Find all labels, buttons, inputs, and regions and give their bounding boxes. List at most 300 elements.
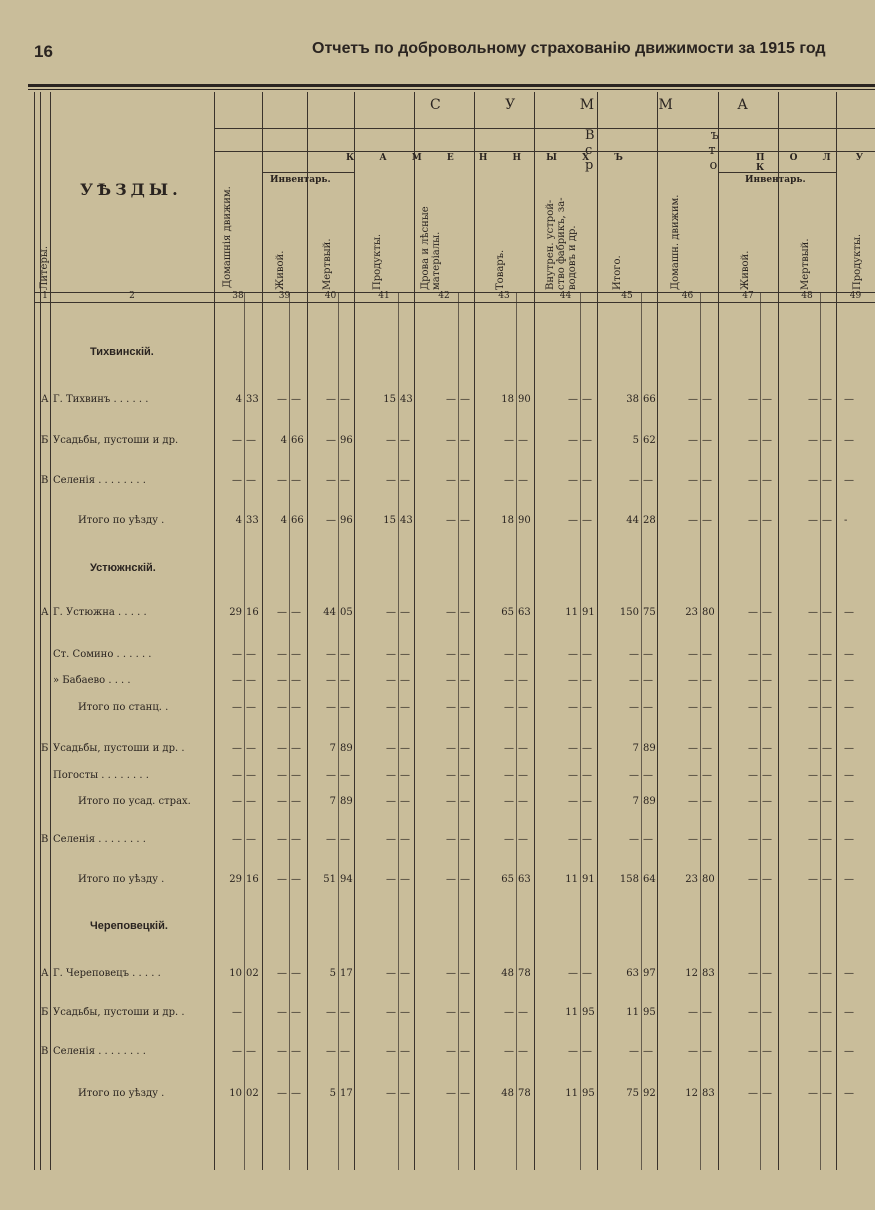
- row-litera: Б: [41, 1007, 49, 1018]
- cell-kopecks: 80: [702, 607, 715, 618]
- cell-kopecks: —: [340, 675, 350, 686]
- cell-rubles: 29: [229, 607, 242, 618]
- cell-kopecks: —: [762, 796, 772, 807]
- kopeck-rule: [820, 292, 821, 1170]
- cell-rubles: —: [568, 675, 578, 686]
- cell-kopecks: —: [400, 435, 410, 446]
- cell-kopecks: —: [822, 1007, 832, 1018]
- cell-kopecks: —: [582, 834, 592, 845]
- cell-rubles: —: [748, 515, 758, 526]
- group-heading-polu: П О Л У К: [756, 153, 875, 173]
- cell-kopecks: —: [643, 475, 653, 486]
- inventar-heading-2: Инвентарь.: [745, 175, 806, 185]
- cell-kopecks: —: [291, 874, 301, 885]
- cell-kopecks: 83: [702, 1088, 715, 1099]
- cell-kopecks: —: [762, 435, 772, 446]
- cell-kopecks: —: [460, 1088, 470, 1099]
- cell-kopecks: —: [400, 968, 410, 979]
- cell-kopecks: —: [460, 394, 470, 405]
- cell-kopecks: —: [822, 1046, 832, 1057]
- cell-kopecks: —: [702, 796, 712, 807]
- column-header-c49: Продукты.: [852, 233, 863, 290]
- cell-rubles: —: [277, 796, 287, 807]
- kopeck-rule: [289, 292, 290, 1170]
- cell-kopecks: 43: [400, 394, 413, 405]
- cell-kopecks: —: [702, 1046, 712, 1057]
- row-litera: А: [41, 394, 49, 405]
- cell-kopecks: —: [291, 1088, 301, 1099]
- cell-rubles: —: [326, 394, 336, 405]
- page-title: Отчетъ по добровольному страхованію движимости за 1915 год: [312, 40, 826, 57]
- cell-rubles: —: [277, 1088, 287, 1099]
- cell-kopecks: —: [762, 475, 772, 486]
- cell-kopecks: —: [762, 770, 772, 781]
- cell-kopecks: —: [762, 1007, 772, 1018]
- group-heading-summa: С У М М А: [430, 97, 748, 113]
- cell-kopecks: —: [460, 607, 470, 618]
- cell-rubles: —: [232, 702, 242, 713]
- cell-rubles: —: [277, 649, 287, 660]
- cell-rubles: —: [748, 475, 758, 486]
- row-label: Итого по усад. страх.: [78, 796, 191, 807]
- cell-kopecks: —: [702, 475, 712, 486]
- column-number: 44: [559, 291, 572, 301]
- cell-rubles: —: [277, 743, 287, 754]
- row-label: Итого по уѣзду .: [78, 1088, 165, 1099]
- kopeck-rule: [338, 292, 339, 1170]
- cell-kopecks: —: [762, 649, 772, 660]
- cell-rubles: 7: [329, 796, 336, 807]
- cell-rubles: 4: [280, 515, 287, 526]
- column-number: 47: [742, 291, 754, 301]
- column-rule: [836, 92, 837, 1170]
- cell-kopecks: —: [246, 796, 256, 807]
- cell-value: —: [844, 702, 854, 713]
- cell-rubles: —: [504, 435, 514, 446]
- cell-rubles: —: [386, 607, 396, 618]
- cell-rubles: —: [326, 702, 336, 713]
- cell-kopecks: —: [400, 607, 410, 618]
- cell-rubles: —: [232, 475, 242, 486]
- cell-kopecks: —: [582, 796, 592, 807]
- cell-kopecks: —: [643, 702, 653, 713]
- cell-rubles: —: [277, 394, 287, 405]
- cell-rubles: —: [446, 1007, 456, 1018]
- cell-rubles: —: [808, 435, 818, 446]
- row-litera: Б: [41, 435, 49, 446]
- cell-kopecks: 80: [702, 874, 715, 885]
- cell-kopecks: —: [291, 702, 301, 713]
- cell-rubles: —: [232, 675, 242, 686]
- cell-rubles: —: [386, 649, 396, 660]
- cell-kopecks: 17: [340, 968, 353, 979]
- cell-kopecks: —: [762, 1046, 772, 1057]
- cell-kopecks: —: [518, 796, 528, 807]
- cell-rubles: —: [808, 607, 818, 618]
- cell-rubles: —: [326, 515, 336, 526]
- cell-rubles: —: [748, 675, 758, 686]
- cell-rubles: —: [568, 968, 578, 979]
- cell-kopecks: —: [643, 675, 653, 686]
- cell-kopecks: 89: [340, 743, 353, 754]
- cell-kopecks: —: [460, 834, 470, 845]
- cell-value: —: [844, 649, 854, 660]
- cell-rubles: —: [504, 475, 514, 486]
- cell-rubles: 75: [626, 1088, 639, 1099]
- cell-kopecks: —: [246, 475, 256, 486]
- cell-rubles: —: [748, 1088, 758, 1099]
- cell-rubles: —: [446, 394, 456, 405]
- cell-kopecks: —: [822, 435, 832, 446]
- cell-rubles: —: [386, 834, 396, 845]
- column-number: 46: [681, 291, 694, 301]
- cell-rubles: —: [232, 1046, 242, 1057]
- row-label: Усадьбы, пустоши и др. .: [53, 743, 185, 754]
- cell-kopecks: —: [518, 649, 528, 660]
- row-litera: А: [41, 968, 49, 979]
- cell-kopecks: —: [460, 675, 470, 686]
- cell-rubles: 7: [329, 743, 336, 754]
- cell-kopecks: —: [518, 675, 528, 686]
- cell-kopecks: —: [460, 743, 470, 754]
- inventar-heading: Инвентарь.: [270, 175, 331, 185]
- cell-rubles: —: [748, 1046, 758, 1057]
- column-header-c48: Мертвый.: [800, 238, 811, 290]
- cell-rubles: —: [629, 702, 639, 713]
- cell-rubles: —: [808, 874, 818, 885]
- row-litera: В: [41, 475, 49, 486]
- cell-rubles: —: [277, 475, 287, 486]
- cell-rubles: —: [629, 649, 639, 660]
- cell-rubles: —: [568, 1046, 578, 1057]
- cell-kopecks: —: [643, 649, 653, 660]
- cell-rubles: —: [504, 834, 514, 845]
- row-litera: А: [41, 607, 49, 618]
- cell-kopecks: —: [340, 475, 350, 486]
- cell-rubles: —: [748, 834, 758, 845]
- section-heading: Тихвинскій.: [90, 346, 154, 358]
- cell-kopecks: —: [822, 649, 832, 660]
- cell-rubles: 18: [501, 515, 514, 526]
- cell-rubles: —: [326, 649, 336, 660]
- cell-rubles: —: [568, 743, 578, 754]
- cell-rubles: —: [232, 649, 242, 660]
- cell-value: —: [844, 435, 854, 446]
- cell-rubles: 7: [632, 796, 639, 807]
- cell-rubles: —: [808, 702, 818, 713]
- column-number: 41: [378, 291, 390, 301]
- cell-kopecks: 63: [518, 607, 531, 618]
- cell-rubles: —: [808, 834, 818, 845]
- cell-rubles: —: [232, 796, 242, 807]
- cell-rubles: —: [568, 702, 578, 713]
- cell-rubles: 11: [565, 607, 578, 618]
- cell-kopecks: —: [291, 968, 301, 979]
- cell-kopecks: —: [822, 796, 832, 807]
- cell-kopecks: 33: [246, 515, 259, 526]
- cell-kopecks: 91: [582, 607, 595, 618]
- cell-kopecks: —: [400, 834, 410, 845]
- cell-kopecks: 95: [643, 1007, 656, 1018]
- cell-kopecks: —: [340, 770, 350, 781]
- cell-rubles: 150: [619, 607, 639, 618]
- cell-kopecks: —: [582, 702, 592, 713]
- cell-rubles: 5: [329, 1088, 336, 1099]
- cell-kopecks: —: [702, 834, 712, 845]
- cell-rubles: —: [568, 834, 578, 845]
- cell-rubles: —: [446, 435, 456, 446]
- cell-rubles: 65: [501, 874, 514, 885]
- cell-rubles: —: [568, 649, 578, 660]
- cell-rubles: —: [504, 743, 514, 754]
- cell-kopecks: 64: [643, 874, 656, 885]
- cell-kopecks: 62: [643, 435, 656, 446]
- cell-rubles: 10: [229, 968, 242, 979]
- cell-value: -: [844, 515, 848, 526]
- cell-kopecks: —: [460, 796, 470, 807]
- cell-kopecks: —: [400, 649, 410, 660]
- cell-rubles: —: [277, 874, 287, 885]
- cell-rubles: —: [688, 394, 698, 405]
- kopeck-rule: [641, 292, 642, 1170]
- cell-rubles: —: [446, 515, 456, 526]
- cell-kopecks: 43: [400, 515, 413, 526]
- cell-rubles: —: [808, 1007, 818, 1018]
- cell-rubles: —: [386, 770, 396, 781]
- cell-rubles: 48: [501, 1088, 514, 1099]
- cell-kopecks: 63: [518, 874, 531, 885]
- cell-rubles: —: [504, 796, 514, 807]
- kopeck-rule: [458, 292, 459, 1170]
- cell-kopecks: 16: [246, 874, 259, 885]
- kopeck-rule: [516, 292, 517, 1170]
- cell-kopecks: 95: [582, 1007, 595, 1018]
- cell-kopecks: —: [822, 675, 832, 686]
- cell-kopecks: 78: [518, 1088, 531, 1099]
- cell-rubles: —: [808, 770, 818, 781]
- row-label: Итого по уѣзду .: [78, 874, 165, 885]
- cell-rubles: —: [277, 834, 287, 845]
- cell-kopecks: —: [400, 796, 410, 807]
- cell-rubles: 10: [229, 1088, 242, 1099]
- cell-kopecks: 89: [643, 743, 656, 754]
- cell-kopecks: —: [582, 435, 592, 446]
- cell-kopecks: 02: [246, 1088, 259, 1099]
- cell-kopecks: 17: [340, 1088, 353, 1099]
- cell-rubles: 44: [626, 515, 639, 526]
- cell-value: —: [844, 1088, 854, 1099]
- cell-kopecks: —: [822, 394, 832, 405]
- column-number: 45: [621, 291, 633, 301]
- cell-kopecks: —: [400, 770, 410, 781]
- cell-kopecks: —: [400, 1007, 410, 1018]
- cell-kopecks: —: [702, 702, 712, 713]
- cell-kopecks: —: [246, 702, 256, 713]
- header-rule: [34, 302, 875, 303]
- cell-kopecks: —: [340, 1007, 350, 1018]
- cell-kopecks: —: [291, 394, 301, 405]
- cell-rubles: 15: [383, 515, 396, 526]
- cell-kopecks: —: [582, 394, 592, 405]
- cell-value: —: [844, 607, 854, 618]
- cell-kopecks: 33: [246, 394, 259, 405]
- kopeck-rule: [760, 292, 761, 1170]
- cell-kopecks: 89: [643, 796, 656, 807]
- row-label: Г. Череповецъ . . . . .: [53, 968, 161, 979]
- cell-kopecks: 89: [340, 796, 353, 807]
- cell-kopecks: —: [291, 475, 301, 486]
- cell-rubles: 12: [685, 1088, 698, 1099]
- row-label: Селенія . . . . . . . .: [53, 1046, 146, 1057]
- cell-kopecks: —: [400, 874, 410, 885]
- cell-rubles: 51: [323, 874, 336, 885]
- cell-rubles: —: [446, 743, 456, 754]
- cell-kopecks: —: [762, 968, 772, 979]
- cell-rubles: —: [446, 834, 456, 845]
- section-heading: Устюжнскій.: [90, 562, 156, 574]
- cell-value: —: [844, 796, 854, 807]
- column-number: 49: [849, 291, 862, 301]
- cell-kopecks: 94: [340, 874, 353, 885]
- cell-rubles: —: [326, 1007, 336, 1018]
- cell-kopecks: 95: [582, 1088, 595, 1099]
- cell-rubles: —: [232, 834, 242, 845]
- cell-kopecks: —: [702, 743, 712, 754]
- cell-rubles: —: [386, 1007, 396, 1018]
- column-header-c42: Дрова и лѣсные матеріалы.: [420, 206, 442, 290]
- column-header-c39: Живой.: [275, 250, 286, 290]
- cell-rubles: —: [688, 475, 698, 486]
- cell-rubles: —: [808, 796, 818, 807]
- cell-kopecks: —: [582, 649, 592, 660]
- cell-kopecks: —: [822, 834, 832, 845]
- cell-rubles: —: [688, 702, 698, 713]
- cell-rubles: —: [748, 649, 758, 660]
- cell-kopecks: —: [582, 675, 592, 686]
- cell-kopecks: —: [518, 702, 528, 713]
- cell-rubles: —: [748, 702, 758, 713]
- column-number: 38: [232, 291, 244, 301]
- cell-rubles: 11: [565, 1088, 578, 1099]
- row-label: Селенія . . . . . . . .: [53, 475, 146, 486]
- cell-kopecks: —: [702, 435, 712, 446]
- cell-kopecks: 28: [643, 515, 656, 526]
- column-header-c38: Домашнія движим.: [222, 186, 233, 288]
- row-label: Г. Тихвинъ . . . . . .: [53, 394, 149, 405]
- cell-kopecks: —: [340, 702, 350, 713]
- top-rule-thin: [28, 89, 875, 90]
- cell-kopecks: —: [702, 394, 712, 405]
- cell-rubles: —: [277, 607, 287, 618]
- cell-kopecks: —: [291, 675, 301, 686]
- cell-kopecks: 66: [291, 515, 304, 526]
- cell-kopecks: —: [518, 1046, 528, 1057]
- cell-kopecks: —: [460, 435, 470, 446]
- cell-rubles: —: [504, 702, 514, 713]
- cell-kopecks: —: [822, 743, 832, 754]
- cell-rubles: —: [277, 968, 287, 979]
- cell-rubles: —: [277, 702, 287, 713]
- cell-rubles: —: [386, 796, 396, 807]
- cell-rubles: —: [277, 770, 287, 781]
- cell-rubles: —: [748, 796, 758, 807]
- cell-value: —: [844, 968, 854, 979]
- column-header-c43: Товаръ.: [495, 249, 506, 290]
- cell-kopecks: —: [822, 702, 832, 713]
- cell-kopecks: —: [582, 1046, 592, 1057]
- cell-rubles: —: [688, 834, 698, 845]
- cell-kopecks: —: [246, 649, 256, 660]
- row-label: Усадьбы, пустоши и др. .: [53, 1007, 185, 1018]
- row-label: Итого по станц. .: [78, 702, 169, 713]
- section-heading: Череповецкій.: [90, 920, 168, 932]
- cell-rubles: —: [386, 874, 396, 885]
- cell-rubles: —: [808, 649, 818, 660]
- cell-rubles: —: [446, 770, 456, 781]
- cell-rubles: —: [386, 475, 396, 486]
- cell-kopecks: —: [762, 394, 772, 405]
- cell-kopecks: 91: [582, 874, 595, 885]
- cell-kopecks: —: [762, 1088, 772, 1099]
- cell-kopecks: 92: [643, 1088, 656, 1099]
- cell-kopecks: —: [246, 770, 256, 781]
- cell-kopecks: —: [246, 675, 256, 686]
- cell-rubles: 15: [383, 394, 396, 405]
- cell-kopecks: —: [518, 1007, 528, 1018]
- cell-kopecks: —: [291, 796, 301, 807]
- column-number: 39: [278, 291, 291, 301]
- kopeck-rule: [398, 292, 399, 1170]
- kopeck-rule: [244, 292, 245, 1170]
- cell-rubles: —: [504, 1007, 514, 1018]
- cell-rubles: —: [688, 796, 698, 807]
- cell-value: —: [844, 675, 854, 686]
- cell-kopecks: —: [643, 1046, 653, 1057]
- cell-rubles: —: [808, 1088, 818, 1099]
- cell-value: —: [844, 834, 854, 845]
- cell-kopecks: —: [518, 475, 528, 486]
- cell-rubles: —: [629, 475, 639, 486]
- cell-rubles: 4: [280, 435, 287, 446]
- cell-kopecks: 02: [246, 968, 259, 979]
- cell-kopecks: —: [291, 607, 301, 618]
- cell-rubles: 11: [565, 874, 578, 885]
- cell-rubles: —: [446, 702, 456, 713]
- cell-rubles: —: [568, 435, 578, 446]
- cell-kopecks: —: [822, 515, 832, 526]
- cell-kopecks: —: [702, 515, 712, 526]
- cell-kopecks: —: [518, 770, 528, 781]
- cell-rubles: —: [326, 770, 336, 781]
- cell-rubles: —: [629, 834, 639, 845]
- row-label: Г. Устюжна . . . . .: [53, 607, 147, 618]
- cell-rubles: —: [446, 607, 456, 618]
- cell-value: —: [844, 475, 854, 486]
- cell-kopecks: 05: [340, 607, 353, 618]
- cell-kopecks: —: [291, 649, 301, 660]
- cell-kopecks: —: [822, 770, 832, 781]
- cell-rubles: —: [326, 475, 336, 486]
- cell-rubles: 23: [685, 607, 698, 618]
- row-litera: Б: [41, 743, 49, 754]
- row-label: Ст. Сомино . . . . . .: [53, 649, 152, 660]
- cell-kopecks: —: [582, 475, 592, 486]
- row-label: Селенія . . . . . . . .: [53, 834, 146, 845]
- cell-kopecks: —: [400, 1088, 410, 1099]
- cell-kopecks: —: [246, 1046, 256, 1057]
- cell-kopecks: 66: [643, 394, 656, 405]
- cell-kopecks: —: [582, 743, 592, 754]
